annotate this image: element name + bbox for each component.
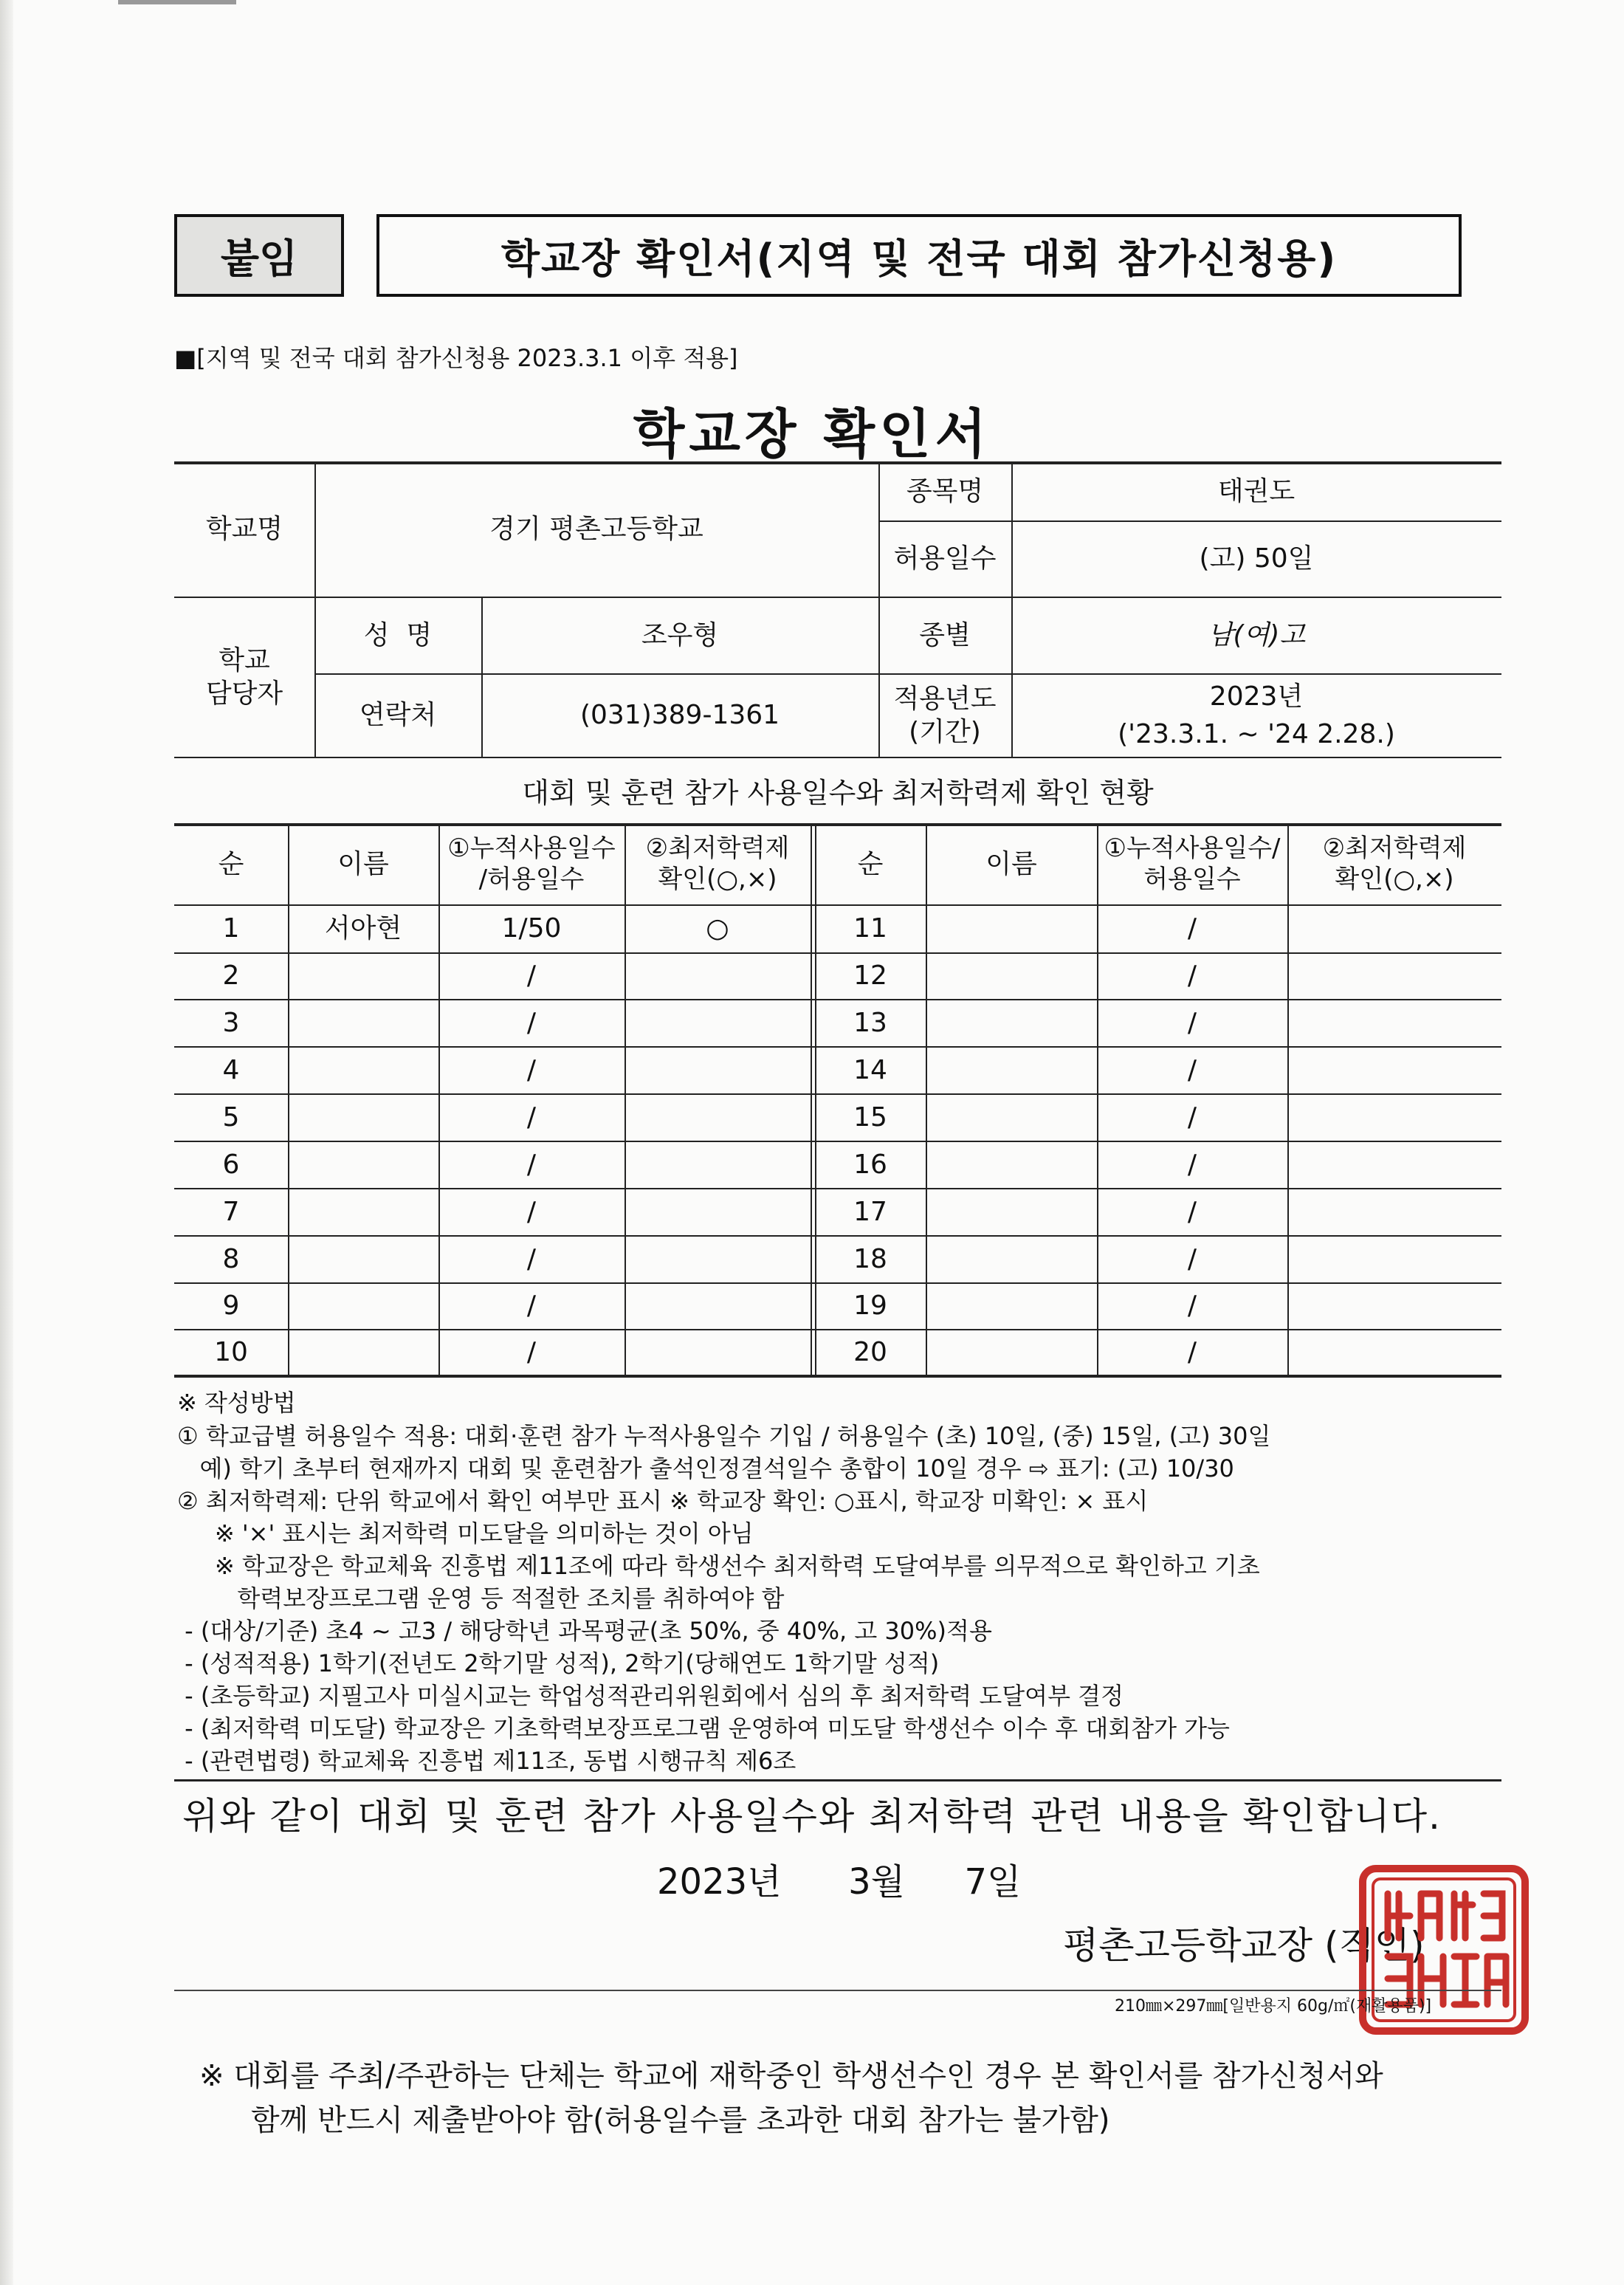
col-header-check: ②최저학력제 확인(○,×) <box>645 833 790 894</box>
col-header-no-2: 순 <box>857 848 884 879</box>
row-name <box>288 1141 438 1188</box>
row-check-2 <box>1287 904 1501 952</box>
gender-label: 종별 <box>919 619 971 650</box>
row-name-2 <box>926 1046 1097 1093</box>
row-days: / <box>526 1102 537 1133</box>
row-check-2 <box>1287 1329 1501 1375</box>
col-header-no: 순 <box>218 848 244 879</box>
row-name-2 <box>926 999 1097 1046</box>
row-no-2: 19 <box>853 1291 887 1321</box>
row-days: / <box>526 1149 537 1180</box>
row-check <box>625 1093 811 1141</box>
event-label: 종목명 <box>906 475 984 506</box>
phone-value: (031)389-1361 <box>579 700 780 730</box>
row-name-2 <box>926 1329 1097 1375</box>
row-days: / <box>526 1243 537 1274</box>
method-line: - (관련법령) 학교체육 진흥법 제11조, 동법 시행규칙 제6조 <box>177 1747 796 1775</box>
col-header-name-2: 이름 <box>985 848 1037 879</box>
date-month: 3월 <box>848 1861 905 1903</box>
row-no-2: 11 <box>853 913 887 944</box>
year-value: 2023년 <box>1209 681 1304 712</box>
row-no: 6 <box>222 1149 240 1180</box>
allowed-days-value: (고) 50일 <box>1199 543 1314 574</box>
row-check <box>625 1046 811 1093</box>
principal-signature-line: 평촌고등학교장 (직인) <box>1063 1924 1425 1967</box>
row-days-2: / <box>1187 1243 1197 1274</box>
row-check <box>625 1282 811 1329</box>
attachment-tag: 붙임 <box>174 214 344 297</box>
paper-spec-note: 210㎜×297㎜[일반용지 60g/㎡(재활용품)] <box>1115 1997 1432 2016</box>
method-line: 예) 학기 초부터 현재까지 대회 및 훈련참가 출석인정결석일수 총합이 10일 경우 ⇨ 표기: (고) 10/30 <box>177 1454 1234 1482</box>
scan-edge <box>118 0 236 4</box>
row-name: 서아현 <box>324 913 402 944</box>
year-period: ('23.3.1. ~ '24 2.28.) <box>1118 718 1395 749</box>
row-no: 3 <box>222 1007 240 1038</box>
row-days: / <box>526 1054 537 1085</box>
row-name <box>288 1282 438 1329</box>
row-days-2: / <box>1187 1054 1197 1085</box>
applicability-note: ■[지역 및 전국 대회 참가신청용 2023.3.1 이후 적용] <box>174 344 738 372</box>
method-heading: ※ 작성방법 <box>177 1389 296 1417</box>
event-value: 태권도 <box>1217 475 1296 506</box>
phone-label: 연락처 <box>359 700 437 730</box>
row-name-2 <box>926 1188 1097 1235</box>
row-no: 5 <box>222 1102 240 1133</box>
school-name-value: 경기 평촌고등학교 <box>489 514 703 544</box>
row-days: / <box>526 1291 537 1321</box>
row-check-2 <box>1287 1188 1501 1235</box>
issue-date <box>657 1853 1021 1904</box>
row-no-2: 14 <box>853 1054 887 1085</box>
row-no: 4 <box>222 1054 240 1085</box>
row-check <box>625 999 811 1046</box>
name-label: 성 명 <box>363 619 433 650</box>
row-check: ○ <box>706 913 729 944</box>
row-name-2 <box>926 904 1097 952</box>
method-line: ※ '×' 표시는 최저학력 미도달을 의미하는 것이 아님 <box>177 1519 754 1547</box>
row-name <box>288 1329 438 1375</box>
row-name-2 <box>926 1141 1097 1188</box>
row-name <box>288 1093 438 1141</box>
row-no-2: 15 <box>853 1102 887 1133</box>
row-days-2: / <box>1187 1336 1197 1367</box>
row-no: 2 <box>222 961 240 991</box>
col-header-check-2: ②최저학력제 확인(○,×) <box>1322 833 1467 894</box>
method-line: ① 학교급별 허용일수 적용: 대회·훈련 참가 누적사용일수 기입 / 허용일수 (초) 10일, (중) 15일, (고) 30일 <box>177 1422 1271 1450</box>
row-no-2: 17 <box>853 1196 887 1227</box>
allowed-days-label: 허용일수 <box>893 543 997 574</box>
row-check-2 <box>1287 1093 1501 1141</box>
confirmation-statement: 위와 같이 대회 및 훈련 참가 사용일수와 최저학력 관련 내용을 확인합니다. <box>182 1795 1442 1838</box>
row-check-2 <box>1287 1141 1501 1188</box>
row-no: 1 <box>222 913 240 944</box>
submission-notice-2: 함께 반드시 제출받아야 함(허용일수를 초과한 대회 참가는 불가함) <box>251 2103 1110 2137</box>
row-name <box>288 1235 438 1282</box>
row-name-2 <box>926 1235 1097 1282</box>
row-no-2: 12 <box>853 961 887 991</box>
row-days-2: / <box>1187 1291 1197 1321</box>
row-no: 10 <box>214 1336 248 1367</box>
row-days-2: / <box>1187 1196 1197 1227</box>
row-days: / <box>526 1336 537 1367</box>
status-title: 대회 및 훈련 참가 사용일수와 최저학력제 확인 현황 <box>522 777 1154 810</box>
row-no-2: 13 <box>853 1007 887 1038</box>
method-line: - (최저학력 미도달) 학교장은 기초학력보장프로그램 운영하여 미도달 학생선수 이수 후 대회참가 가능 <box>177 1714 1230 1742</box>
method-line: ※ 학교장은 학교체육 진흥법 제11조에 따라 학생선수 최저학력 도달여부를 의무적으로 확인하고 기초 <box>177 1552 1260 1580</box>
row-check-2 <box>1287 1235 1501 1282</box>
school-name-label: 학교명 <box>205 514 283 544</box>
method-line: 학력보장프로그램 운영 등 적절한 조치를 취하여야 함 <box>177 1584 785 1612</box>
row-check <box>625 1329 811 1375</box>
row-name <box>288 999 438 1046</box>
row-no-2: 16 <box>853 1149 887 1180</box>
method-line: - (성적적용) 1학기(전년도 2학기말 성적), 2학기(당해연도 1학기말 성적) <box>177 1649 940 1677</box>
row-days-2: / <box>1187 1149 1197 1180</box>
row-no-2: 18 <box>853 1243 887 1274</box>
row-days-2: / <box>1187 1102 1197 1133</box>
row-check-2 <box>1287 999 1501 1046</box>
row-name <box>288 1046 438 1093</box>
col-header-days-2: ①누적사용일수/ 허용일수 <box>1104 833 1281 894</box>
row-days: / <box>526 961 537 991</box>
submission-notice-1: ※ 대회를 주최/주관하는 단체는 학교에 재학중인 학생선수인 경우 본 확인서를 참가신청서와 <box>199 2059 1383 2093</box>
row-check <box>625 952 811 999</box>
row-check-2 <box>1287 952 1501 999</box>
row-days-2: / <box>1187 961 1197 991</box>
date-day: 7일 <box>964 1861 1022 1903</box>
year-label: 적용년도 (기간) <box>893 683 997 747</box>
name-value: 조우형 <box>641 619 719 650</box>
row-days: 1/50 <box>501 913 562 944</box>
row-check-2 <box>1287 1046 1501 1093</box>
method-line: - (초등학교) 지필고사 미실시교는 학업성적관리위원회에서 심의 후 최저학력 도달여부 결정 <box>177 1682 1124 1710</box>
row-days-2: / <box>1187 1007 1197 1038</box>
row-name-2 <box>926 952 1097 999</box>
row-name <box>288 1188 438 1235</box>
row-days-2: / <box>1187 913 1197 944</box>
method-line: ② 최저학력제: 단위 학교에서 확인 여부만 표시 ※ 학교장 확인: ○표시, 학교장 미확인: × 표시 <box>177 1487 1149 1515</box>
contact-person-label: 학교 담당자 <box>205 645 283 709</box>
row-days: / <box>526 1007 537 1038</box>
row-no: 8 <box>222 1243 240 1274</box>
method-line: - (대상/기준) 초4 ~ 고3 / 해당학년 과목평균(초 50%, 중 40%, 고 30%)적용 <box>177 1617 992 1645</box>
gender-value: 남(여)고 <box>1207 619 1306 650</box>
document-title: 학교장 확인서 <box>633 403 991 465</box>
row-name-2 <box>926 1282 1097 1329</box>
row-check-2 <box>1287 1282 1501 1329</box>
col-header-days: ①누적사용일수 /허용일수 <box>447 833 616 894</box>
row-name-2 <box>926 1093 1097 1141</box>
row-no-2: 20 <box>853 1336 887 1367</box>
row-check <box>625 1141 811 1188</box>
row-days: / <box>526 1196 537 1227</box>
row-no: 7 <box>222 1196 240 1227</box>
col-header-name: 이름 <box>337 848 389 879</box>
row-name <box>288 952 438 999</box>
header-title-box: 학교장 확인서(지역 및 전국 대회 참가신청용) <box>376 214 1462 297</box>
row-no: 9 <box>222 1291 240 1321</box>
page-shadow <box>0 0 13 2285</box>
date-year: 2023년 <box>657 1861 782 1903</box>
row-check <box>625 1235 811 1282</box>
row-check <box>625 1188 811 1235</box>
